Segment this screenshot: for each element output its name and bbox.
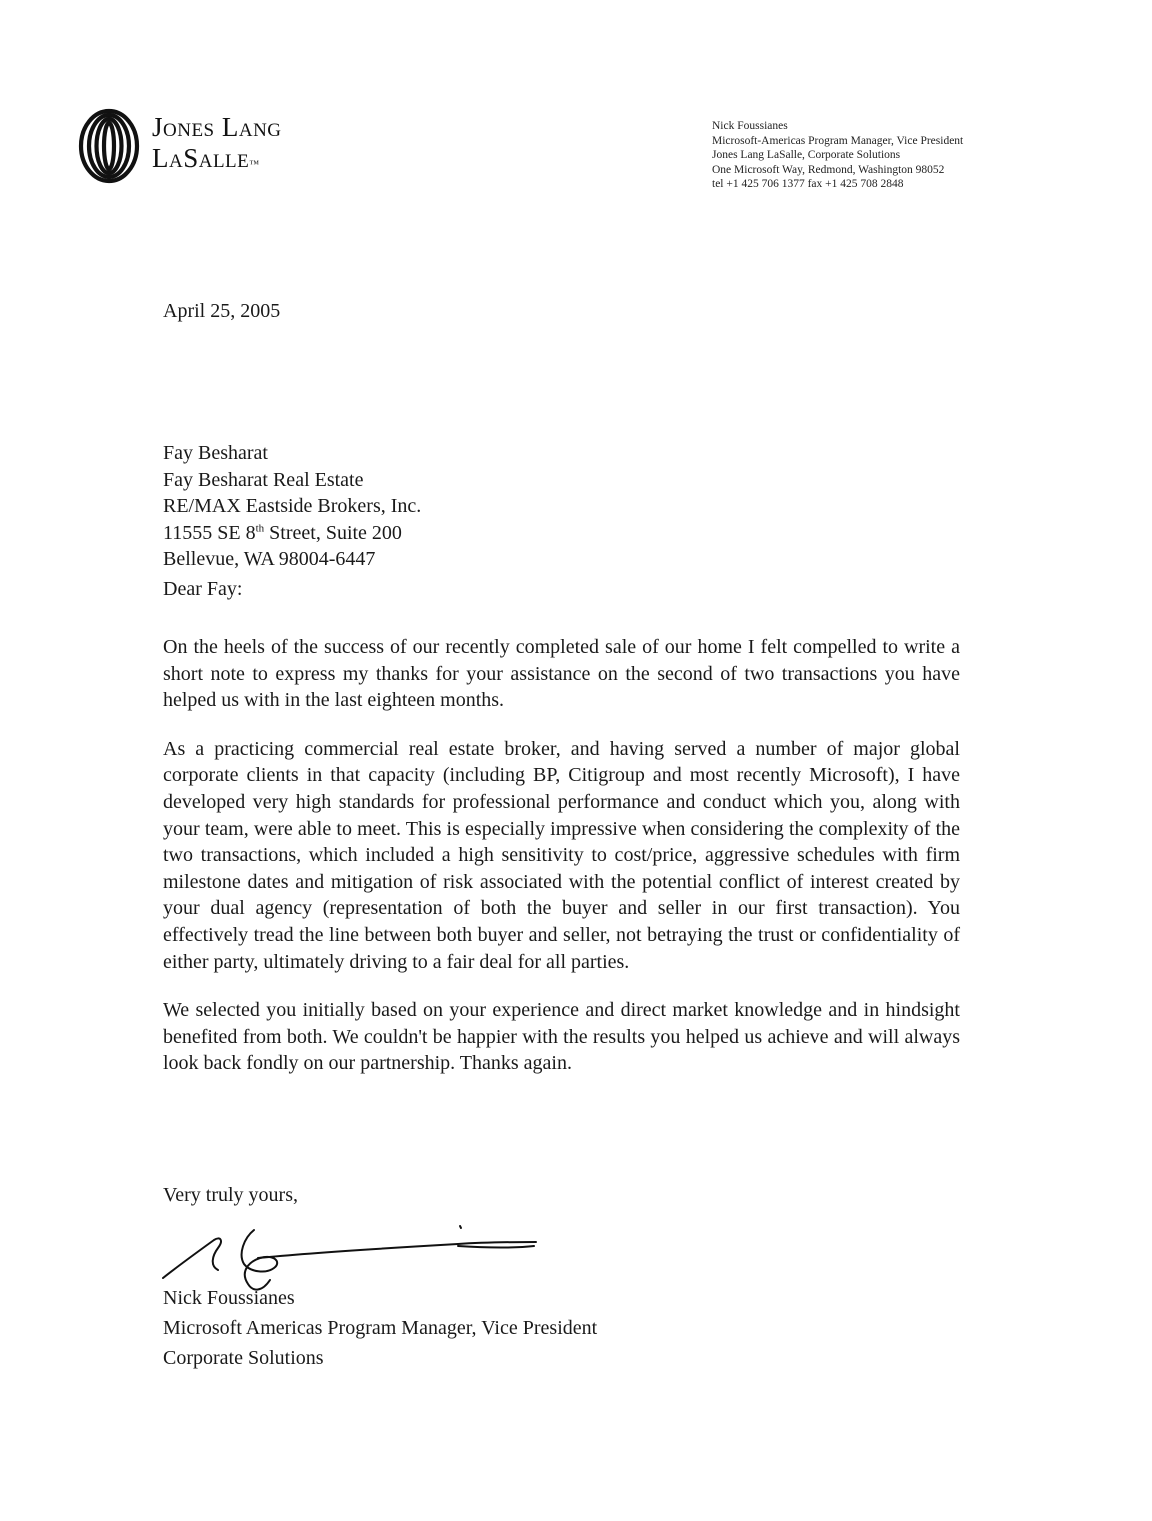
- sender-address: One Microsoft Way, Redmond, Washington 98052: [712, 163, 945, 176]
- sender-contact: tel +1 425 706 1377 fax +1 425 708 2848: [712, 178, 904, 191]
- signer-title: Microsoft Americas Program Manager, Vice President: [163, 1317, 598, 1339]
- sender-name: Nick Foussianes: [712, 120, 788, 132]
- signer-department: Corporate Solutions: [163, 1347, 324, 1369]
- body-paragraph: On the heels of the success of our recently completed sale of our home I felt compelled to write a short note to express my thanks for your assistance on the second of two transactions you have helped us with in the last eighteen months.: [163, 636, 960, 712]
- recipient-name: Fay Besharat: [163, 442, 268, 464]
- trademark-mark: ™: [249, 159, 260, 170]
- salutation: Dear Fay:: [163, 578, 243, 600]
- sender-info: [712, 119, 963, 192]
- recipient-brokerage: RE/MAX Eastside Brokers, Inc.: [163, 495, 422, 517]
- recipient-street: 11555 SE 8th Street, Suite 200: [163, 521, 402, 544]
- company-name-line2: LaSalle™: [152, 143, 260, 173]
- jll-logo-icon: [78, 108, 140, 184]
- body-paragraph: We selected you initially based on your experience and direct market knowledge and in hindsight benefited from both. We couldn't be happier with the results you helped us achieve and will always look back fondly on our partnership. Thanks again.: [163, 999, 960, 1075]
- sender-title: Microsoft-Americas Program Manager, Vice President: [712, 134, 964, 147]
- signer-name: Nick Foussianes: [163, 1287, 295, 1309]
- company-wordmark: [152, 112, 282, 180]
- company-logo: [78, 108, 282, 184]
- closing: Very truly yours,: [163, 1184, 298, 1206]
- recipient-firm: Fay Besharat Real Estate: [163, 468, 364, 491]
- recipient-address: [163, 440, 421, 573]
- body-paragraph: As a practicing commercial real estate broker, and having served a number of major global corporate clients in that capacity (including BP, Citigroup and most recently Microsoft), I have developed very high standards for professional performance and conduct which you, along with your team, were able to meet. This is especially impressive when considering the complexity of the two transactions, which included a high sensitivity to cost/price, aggressive schedules with firm milestone dates and mitigation of risk associated with the potential conflict of interest created by your dual agency (representation of both the buyer and seller in our first transaction). You effectively tread the line between both buyer and seller, not betraying the trust or confidentiality of either party, ultimately driving to a fair deal for all parties.: [163, 737, 960, 973]
- letter-date: April 25, 2005: [163, 300, 281, 322]
- company-name-line1: Jones Lang: [152, 112, 282, 142]
- recipient-city: Bellevue, WA 98004-6447: [163, 548, 376, 570]
- sender-company: Jones Lang LaSalle, Corporate Solutions: [712, 149, 901, 162]
- signature-block: [163, 1283, 597, 1373]
- letter-body: [163, 634, 960, 1099]
